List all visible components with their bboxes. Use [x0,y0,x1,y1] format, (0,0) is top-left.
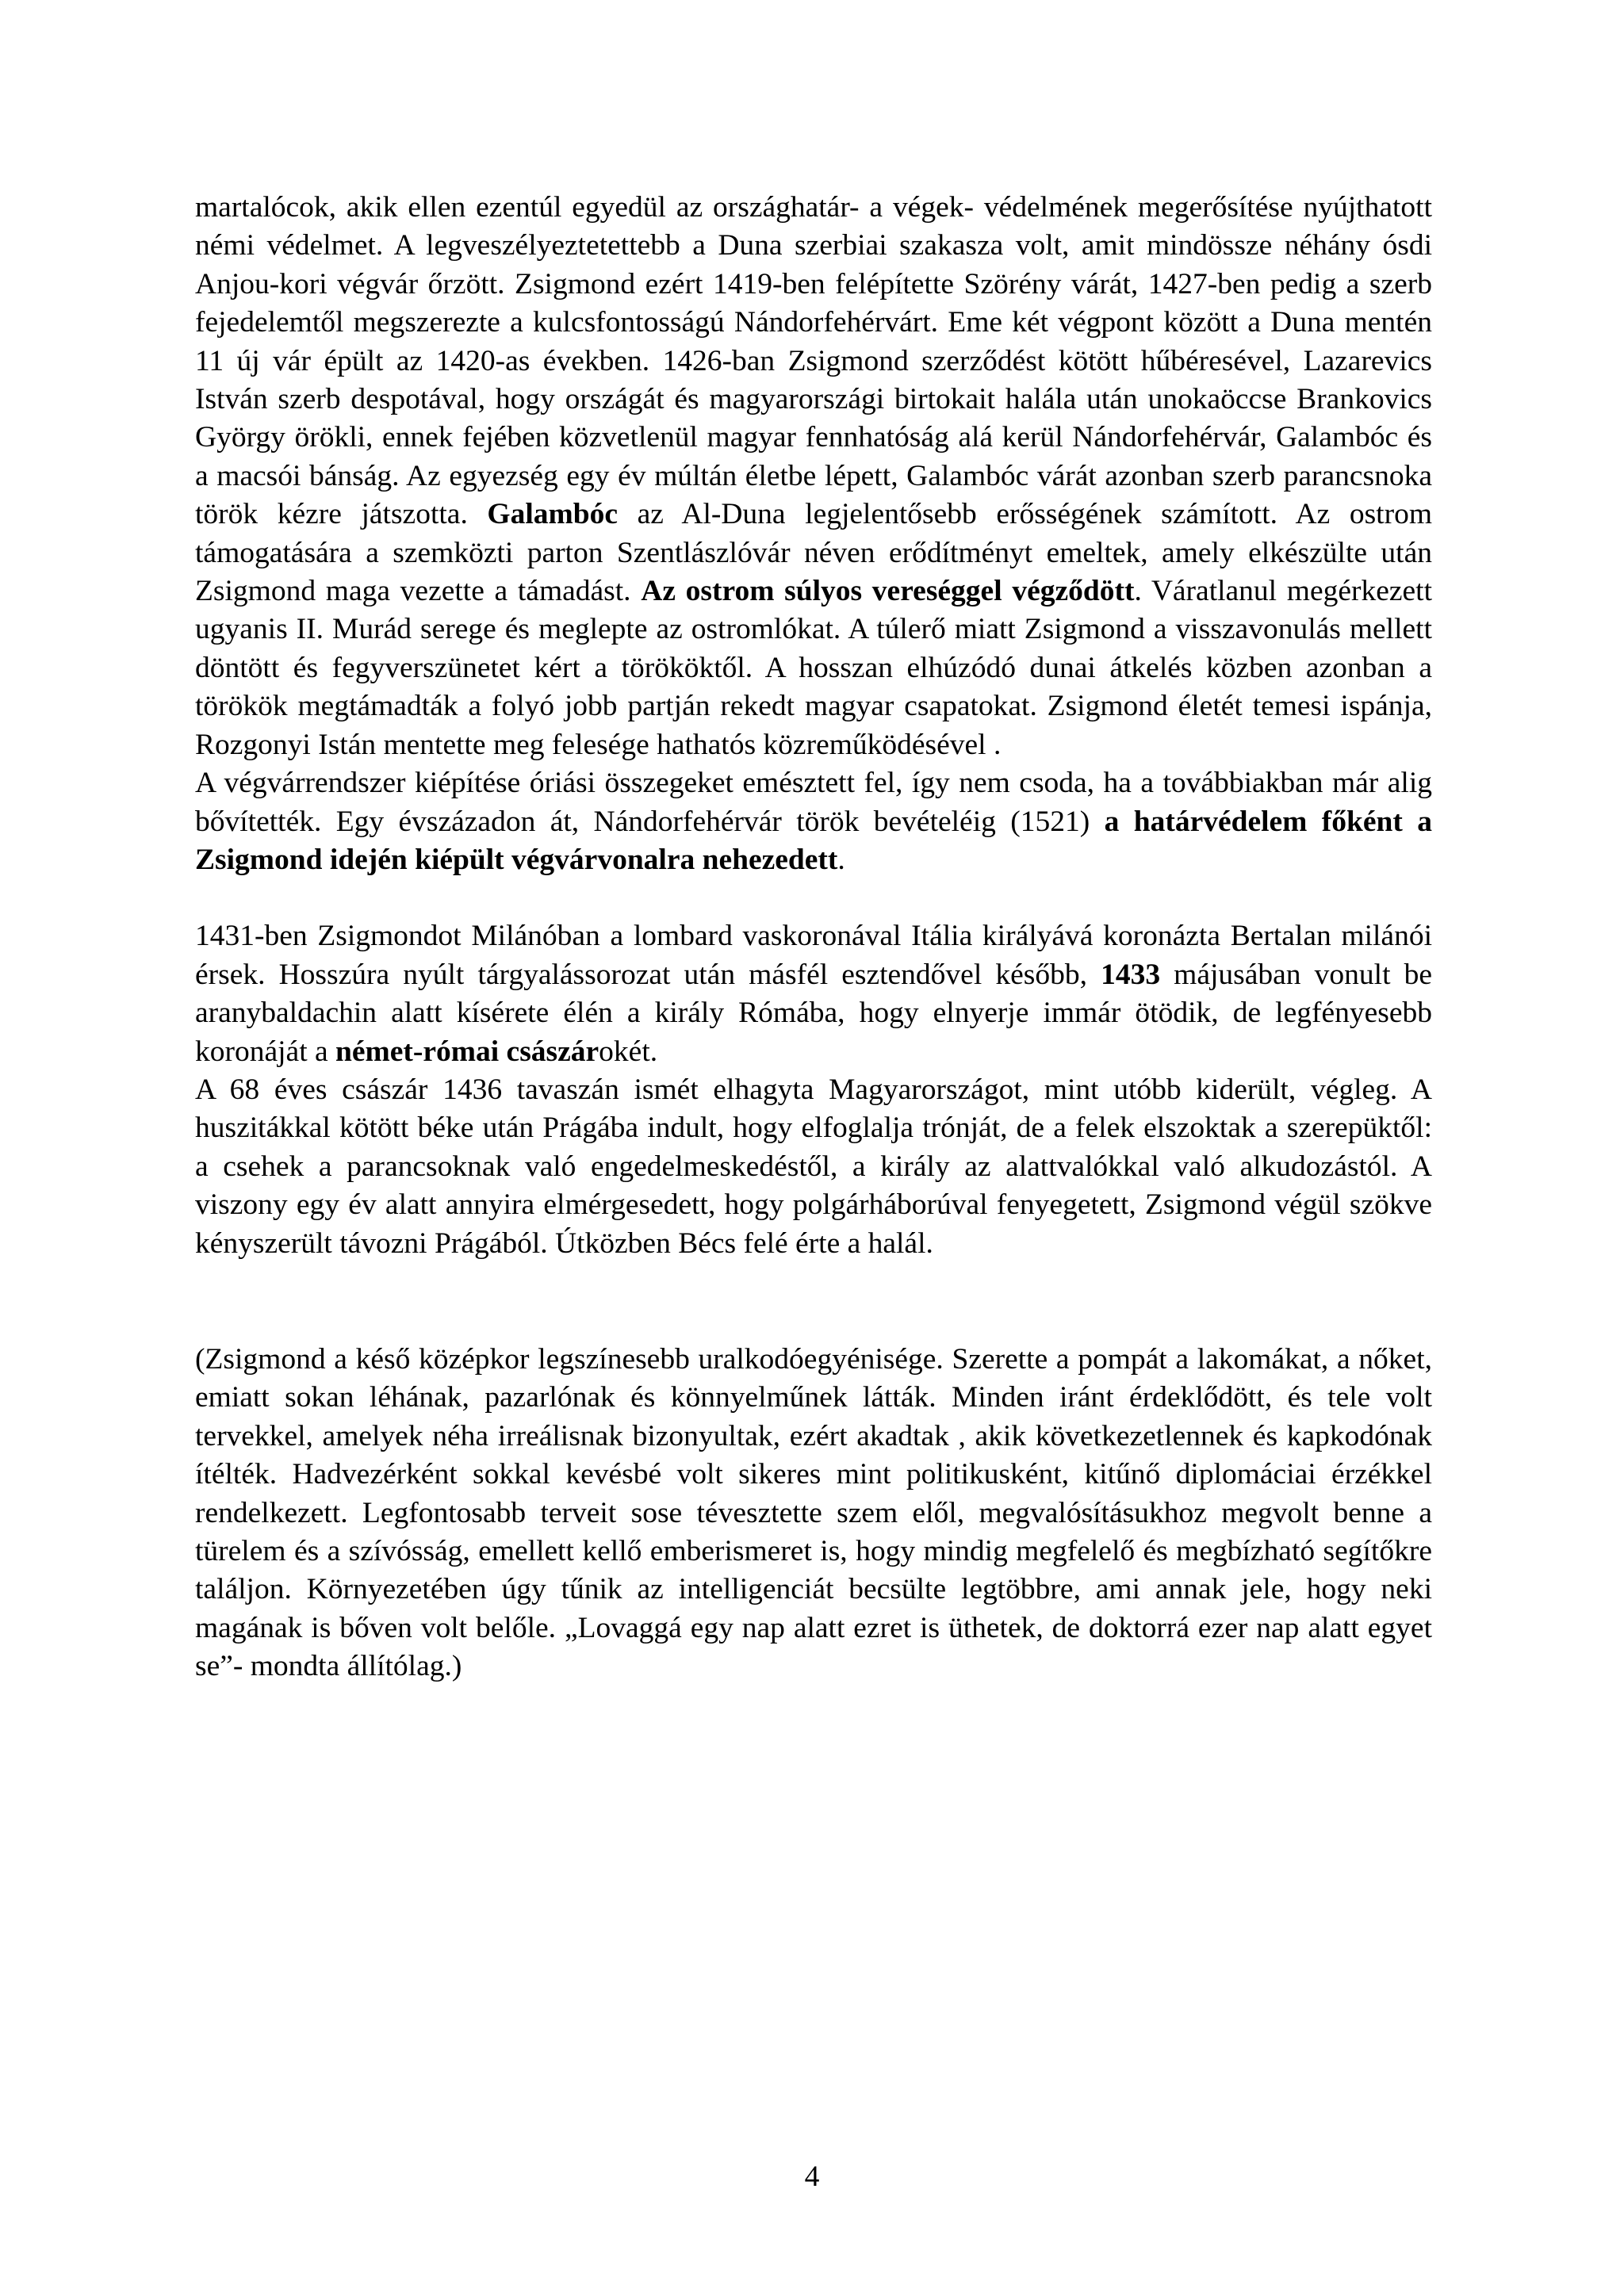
text-run: az Al-Duna legjelentősebb erősségének számított. Az ostrom támogatására a szemközti parton Szentlászlóvár néven erődítményt emeltek, amely elkészülte után Zsigmond maga vezette a támadást. [195,498,1432,608]
text-run: A végvárrendszer kiépítése óriási összegeket emésztett fel, így nem csoda, ha a továbbiakban már alig bővítették. Egy évszázadon át, Nándorfehérvár török bevételéig (1521) [195,767,1432,838]
paragraph-character [195,1341,1432,1686]
text-run: okét. [599,1035,658,1068]
text-run: . Váratlanul megérkezett ugyanis II. Murád serege és meglepte az ostromlókat. A túlerő miatt Zsigmond a visszavonulás mellett döntött és fegyverszünetet kért a törököktől. A hosszan elhúzódó dunai átkelés közben azonban a törökök megtámadták a folyó jobb partján rekedt magyar csapatokat. Zsigmond életét temesi ispánja, Rozgonyi Istán mentette meg felesége hathatós közreműködésével . [195,575,1433,761]
text-run: (Zsigmond a késő középkor legszínesebb uralkodóegyénisége. Szerette a pompát a lakomákat, a nőket, emiatt sokan léhának, pazarlónak és könnyelműnek látták. Minden iránt érdeklődött, és tele volt tervekkel, amelyek néha irreálisnak bizonyultak, ezért akadtak , akik következetlennek és kapkodónak ítélték. Hadvezérként sokkal kevésbé volt sikeres mint politikusként, kitűnő diplomáciai érzékkel rendelkezett. Legfontosabb terveit sose tévesztette szem elől, megvalósításukhoz megvolt benne a türelem és a szívósság, emellett kellő emberismeret is, hogy mindig megfelelő és megbízható segítőkre találjon. Környezetében úgy tűnik az intelligenciát becsülte legtöbbre, ami annak jele, hogy neki magának is bőven volt belőle. „Lovaggá egy nap alatt ezret is üthetek, de doktorrá ezer nap alatt egyet se”- mondta állítólag.) [195,1342,1432,1683]
paragraph-border-defense [195,764,1432,879]
paragraph-coronation [195,917,1432,1071]
text-run: A 68 éves császár 1436 tavaszán ismét elhagyta Magyarországot, mint utóbb kiderült, végleg. A huszitákkal kötött béke után Prágába indult, hogy elfoglalja trónját, de a felek elszoktak a szerepüktől: a csehek a parancsoknak való engedelmeskedéstől, a király az alattvalókkal való alkudozástól. A viszony egy év alatt annyira elmérgesedett, hogy polgárháborúval fenyegetett, Zsigmond végül szökve kényszerült távozni Prágából. Útközben Bécs felé érte a halál. [195,1073,1432,1260]
page-content [195,189,1432,1686]
bold-text-run: Az ostrom súlyos vereséggel végződött [641,575,1135,608]
bold-text-run: 1433 [1101,958,1161,991]
text-run: 1431-ben Zsigmondot Milánóban a lombard vaskoronával Itália királyává koronázta Bertalan milánói érsek. Hosszúra nyúlt tárgyalássorozat után másfél esztendővel később, [195,920,1432,991]
bold-text-run: német-római császár [335,1035,599,1068]
bold-text-run: a határvédelem főként a Zsigmond idején kiépült végvárvonalra nehezedett [195,805,1433,876]
text-run: májusában vonult be aranybaldachin alatt kísérete élén a király Rómába, hogy elnyerje immár ötödik, de legfényesebb koronáját a [195,958,1432,1068]
paragraph-galamboc-siege [195,189,1432,764]
text-run: . [837,843,845,876]
text-run: martalócok, akik ellen ezentúl egyedül az országhatár- a végek- védelmének megerősítése nyújthatott némi védelmet. A legveszélyeztetettebb a Duna szerbiai szakasza volt, amit mindössze néhány ósdi Anjou-kori végvár őrzött. Zsigmond ezért 1419-ben felépítette Szörény várát, 1427-ben pedig a szerb fejedelemtől megszerezte a kulcsfontosságú Nándorfehérvárt. Eme két végpont között a Duna mentén 11 új vár épült az 1420-as években. 1426-ban Zsigmond szerződést kötött hűbéresével, Lazarevics István szerb despotával, hogy országát és magyarországi birtokait halála után unokaöccse Brankovics György örökli, ennek fejében közvetlenül magyar fennhatóság alá kerül Nándorfehérvár, Galambóc és a macsói bánság. Az egyezség egy év múltán életbe lépett, Galambóc várát azonban szerb parancsnoka török kézre játszotta. [195,191,1432,531]
page-number: 4 [804,2160,820,2193]
bold-text-run: Galambóc [487,498,618,531]
paragraph-final-years [195,1071,1432,1263]
